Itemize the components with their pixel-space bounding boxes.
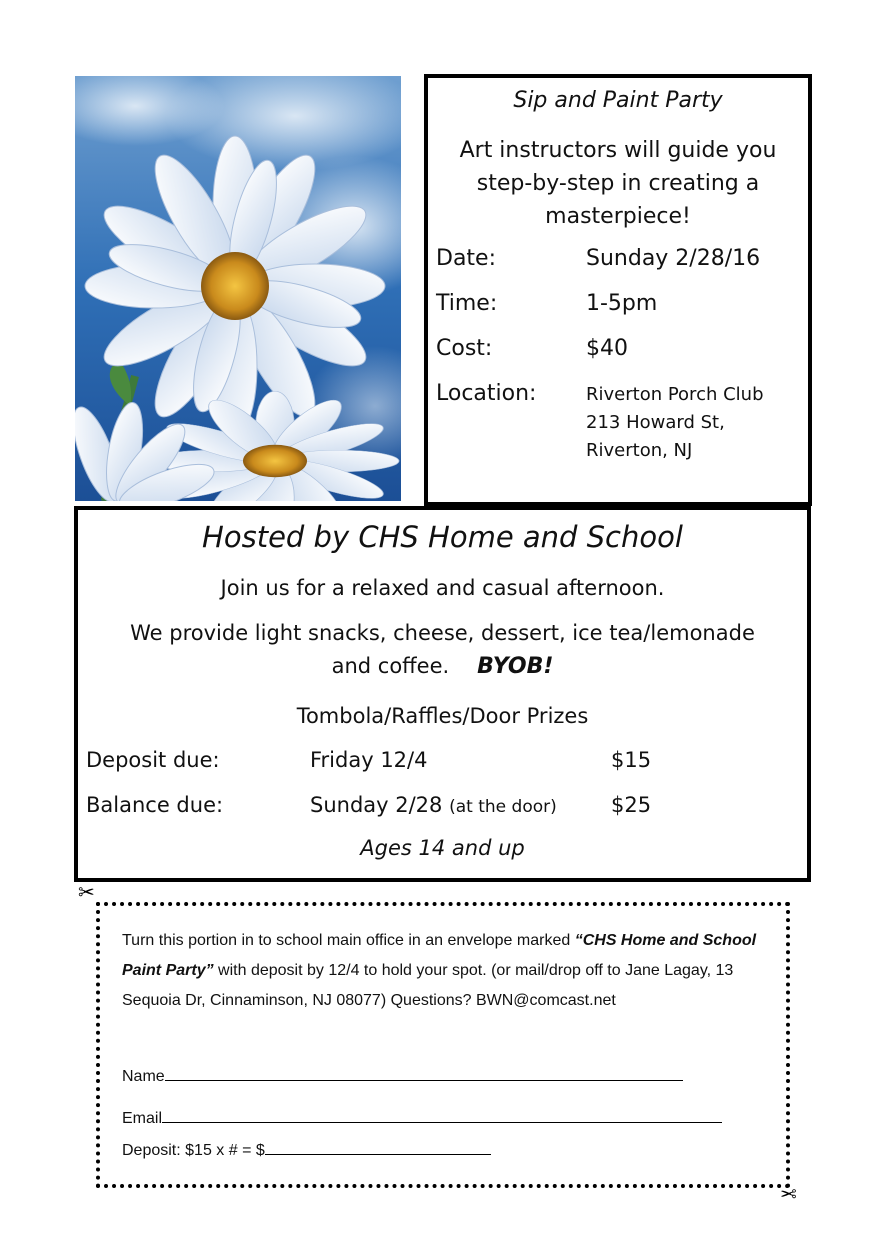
time-value: 1-5pm (586, 291, 658, 316)
scissors-icon: ✂ (780, 1182, 797, 1206)
host-info-box (74, 506, 811, 882)
host-line (78, 654, 807, 679)
host-line-text: and coffee. (331, 654, 450, 678)
form-instructions (122, 926, 762, 1016)
deposit-day: Friday 12/4 (310, 748, 428, 772)
balance-amount: $25 (611, 793, 652, 817)
location-line: 213 Howard St, (586, 412, 725, 433)
name-field[interactable] (122, 1066, 683, 1086)
deposit-calc-label: Deposit: $15 x # = $ (122, 1142, 265, 1159)
balance-label: Balance due: (86, 793, 224, 817)
email-label: Email (122, 1110, 163, 1127)
name-blank[interactable] (165, 1066, 683, 1081)
time-label: Time: (436, 291, 498, 316)
deposit-blank[interactable] (265, 1140, 491, 1155)
cost-label: Cost: (436, 336, 493, 361)
name-label: Name (122, 1068, 165, 1085)
host-line: Join us for a relaxed and casual afternoon. (220, 576, 665, 600)
location-line: Riverton, NJ (586, 440, 693, 461)
balance-day-text: Sunday 2/28 (310, 793, 443, 817)
event-info-box (424, 74, 812, 506)
ages-text: Ages 14 and up (360, 836, 525, 860)
host-title: Hosted by CHS Home and School (202, 520, 683, 554)
deposit-amount: $15 (611, 748, 652, 772)
balance-day (310, 793, 557, 817)
email-field[interactable] (122, 1108, 722, 1128)
email-blank[interactable] (162, 1108, 722, 1123)
instructions-text: with deposit by 12/4 to hold your spot. (or mail/drop off to Jane Lagay, 13 Sequoia Dr, Cinnaminson, NJ 08077) Questions? BWN@comcast.net (122, 962, 734, 1009)
byob-text: BYOB! (477, 654, 554, 679)
tear-off-form (96, 902, 790, 1188)
host-line: We provide light snacks, cheese, dessert, ice tea/lemonade (130, 621, 755, 645)
desc-line: Art instructors will guide you (459, 138, 777, 163)
event-title: Sip and Paint Party (513, 88, 723, 113)
deposit-label: Deposit due: (86, 748, 220, 772)
date-value: Sunday 2/28/16 (586, 246, 761, 271)
prizes-line: Tombola/Raffles/Door Prizes (296, 704, 589, 728)
date-label: Date: (436, 246, 496, 271)
envelope-marking: “CHS Home and School Paint Party” (122, 932, 757, 979)
location-label: Location: (436, 381, 537, 406)
event-description (438, 134, 798, 233)
cost-value: $40 (586, 336, 628, 361)
scissors-icon: ✂ (78, 880, 95, 904)
location-line: Riverton Porch Club (586, 384, 764, 405)
desc-line: masterpiece! (545, 204, 691, 229)
desc-line: step-by-step in creating a (476, 171, 760, 196)
balance-note: (at the door) (449, 797, 557, 817)
instructions-text: Turn this portion in to school main office in an envelope marked (122, 932, 575, 949)
daisy-painting (75, 76, 401, 501)
deposit-field[interactable] (122, 1140, 491, 1160)
